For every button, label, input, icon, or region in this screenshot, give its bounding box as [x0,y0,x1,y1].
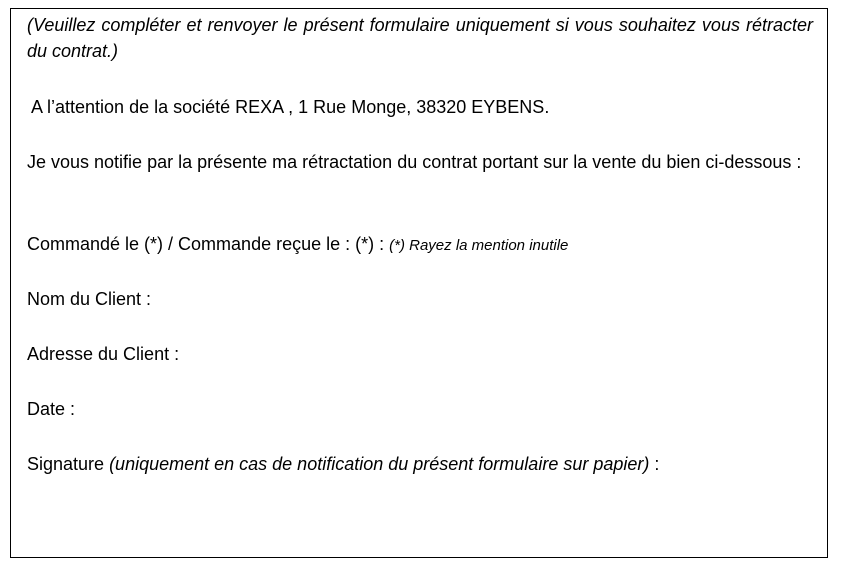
order-date-label: Commandé le (*) / Commande reçue le : (*) : [27,234,390,254]
addressee-line: A l’attention de la société REXA , 1 Rue Monge, 38320 EYBENS. [31,97,550,117]
signature-line [27,451,659,477]
order-date-line [27,231,568,259]
client-address-label: Adresse du Client : [27,344,180,364]
signature-note: (uniquement en cas de notification du présent formulaire sur papier) [109,454,650,474]
order-date-note: (*) Rayez la mention inutile [389,237,569,254]
client-name-label: Nom du Client : [27,289,152,309]
signature-label: Signature [27,454,110,474]
date-label: Date : [27,399,76,419]
withdrawal-form [10,8,828,558]
signature-colon: : [649,454,660,474]
notification-text: Je vous notifie par la présente ma rétractation du contrat portant sur la vente du bien ci-dessous : [27,152,802,172]
intro-note: (Veuillez compléter et renvoyer le présent formulaire uniquement si vous souhaitez vous rétracter du contrat.) [27,15,813,61]
